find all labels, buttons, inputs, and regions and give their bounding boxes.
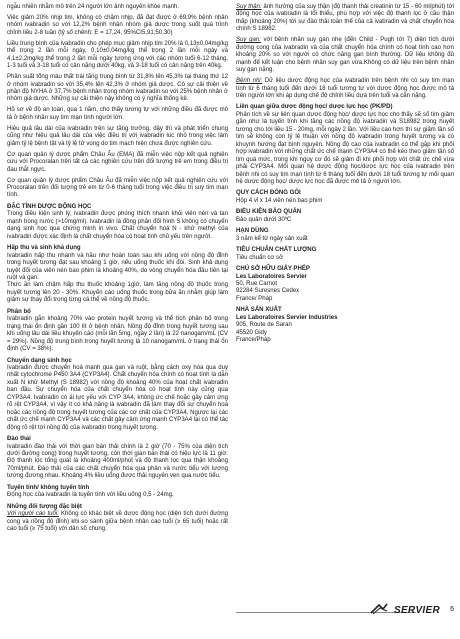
label-hepatic: Suy gan: — [236, 37, 261, 44]
text-hepatic: với bệnh nhân suy gan nhẹ (đến Child - Pugh tới 7) diện tích dưới đường cong của ivabradin và của chất chuyển hóa chính có hoạt tính cao hơn khoảng 20% so với người có chức năng gan bình thường. Dữ liệu không đủ mạnh để kết luận cho bệnh nhân suy gan vừa.Không có dữ liệu trên bệnh nhân suy gan nặng. — [236, 37, 454, 74]
license-holder-country: France/ Pháp — [236, 295, 273, 302]
manufacturer-name: Les Laboratoires Servier Industries — [236, 314, 338, 321]
section-heading-packaging: QUY CÁCH ĐÓNG GÓI — [236, 190, 301, 197]
text-pediatric: Dữ liệu dược động học của ivabradin trên bệnh nhi có suy tim mạn tính từ 6 tháng tuổi đến dưới 18 tuổi tương tự với dược động học được mô tả trên người lớn khi áp dụng chế độ chỉnh liều dựa trên tuổi và cân nặng. — [236, 78, 454, 99]
quality-standard-text: Tiêu chuẩn cơ sở — [236, 254, 284, 261]
manufacturer-address-line: 45520 Gidy — [236, 329, 267, 336]
section-heading-manufacturer: NHÀ SẢN XUẤT — [236, 307, 282, 314]
manufacturer-address-line: 905, Route de Saran — [236, 322, 292, 329]
packaging-text: Hộp 4 vỉ x 14 viên nén bao phim — [236, 197, 323, 204]
section-heading-quality-standard: TIÊU CHUẨN CHẤT LƯỢNG — [236, 247, 317, 254]
label-pediatric: Bệnh nhi: — [236, 78, 263, 85]
paragraph: Việc giảm 20% nhịp tim, không có chậm nhịp, đã đạt được ở 69,9% bệnh nhân nhóm ivabradin so với 12,2% bệnh nhân nhóm giả dược trong suốt quá trình chỉnh liều 2-8 tuần (tỷ số chênh: E = 17,24, 95%CI5,91;50,30) — [7, 14, 228, 36]
label-elderly: Với người cao tuổi: — [7, 511, 59, 518]
paragraph: Động học của ivabradin là tuyến tính với liều uống 0,5 - 24mg. — [7, 492, 174, 499]
left-column — [7, 4, 228, 537]
paragraph: Ivabradin đào thải với thời gian bán thải chính là 2 giờ (70 - 75% của diện tích dưới đường cong) trong huyết tương, còn thời gian bán thải có hiệu lực là 11 giờ. Độ thanh lọc tổng quát là khoảng 400ml/phút và độ thanh lọc qua thận khoảng 70ml/phút. Đào thải của các chất chuyển hóa qua phân và nước tiểu với lượng tương đương nhau. Khoảng 4% liều uống được thải nguyên vẹn qua nước tiểu. — [7, 443, 228, 480]
section-heading-license-holder: CHỦ SỞ HỮU GIẤY PHÉP — [236, 266, 310, 273]
subheading-special-populations: Những đối tượng đặc biệt — [7, 503, 82, 510]
page-number: 6 — [450, 606, 454, 613]
license-holder-address-line: 50, Rue Carnot — [236, 280, 278, 287]
paragraph: Hồ sơ về độ an toàn, qua 1 năm, cho thấy tương tự với những điều đã được mô tả ở bệnh nhân suy tim mạn tính người lớn. — [7, 107, 228, 121]
right-column — [236, 4, 454, 345]
label-renal: Suy thận: — [236, 4, 262, 10]
servier-logo-mark-icon — [370, 602, 388, 616]
paragraph: Trong điều kiện sinh lý, ivabradin được phóng thích nhanh khỏi viên nén và tan mạnh trong nước (>10mg/ml). Ivabradin là đồng phân đối hình S không có chuyển dạng sinh học qua chứng minh in vivo. Chất chuyển hoá N - khử methyl của ivabradin được xác định là chất chuyển hóa có hoạt tính chủ yếu trên người. — [7, 211, 228, 240]
servier-logo-wordmark: SERVIER — [393, 605, 440, 616]
paragraph-pediatric — [236, 78, 454, 100]
page-footer — [236, 600, 454, 628]
section-heading-pkpd: Liên quan giữa dược động học/ dược lực học (PK/PD) — [236, 104, 393, 111]
subheading-distribution: Phân bố — [7, 308, 31, 315]
paragraph: Thức ăn làm chậm hấp thu thuốc khoảng 1giờ, làm tăng nồng độ thuốc trong huyết tương lên 20 - 30%. Khuyến cáo uống thuốc trong bữa ăn nhằm giúp làm giảm sự thay đổi trong từng cá thể về nồng độ thuốc. — [7, 282, 228, 304]
section-heading-pharmacokinetics: ĐẶC TÍNH DƯỢC ĐỘNG HỌC — [7, 203, 92, 210]
paragraph: Ivabradin hấp thu nhanh và hầu như hoàn toàn sau khi uống với nồng độ đỉnh trong huyết tương đạt sau khoảng 1 giờ, nếu uống thuốc khi đói. Sinh khả dụng tuyệt đối của viên nén bao phim là khoảng 40%, do vòng chuyển hóa đầu tiên tại ruột và gan. — [7, 252, 228, 281]
paragraph-hepatic — [236, 37, 454, 74]
paragraph: ngẫu nhiên nhằm mô trên 24 người lớn ảnh nguyên khóe mạnh. — [7, 4, 179, 10]
paragraph: Liều trung bình của ivabradin cho phép mục giảm nhịp tim 20% là 0,13±0,04mg/kg thể trọng 2 lần mỗi ngày, 0,10±0,04mg/kg thể trọng 2 lần mỗi ngày và 4,1±2,2mg/kg thể trọng 2 lần mỗi ngày tương ứng với các nhóm tuổi 6-12 tháng, 1-3 tuổi và 3-18 tuổi có cân nặng dưới 40kg, và 3-18 tuổi có cân nặng trên 40kg. — [7, 40, 228, 70]
section-heading-expiry: HẠN DÙNG — [236, 228, 269, 235]
paragraph: Cơ quan quản lý dược phẩm Châu Âu đã miễn việc nộp kết quả nghiên cứu với Procoralan trên đối tượng trẻ em từ 0-6 tháng tuổi trong việc điều trị suy tim mạn tính. — [7, 177, 228, 199]
manufacturer-country: France/Pháp — [236, 337, 271, 344]
subheading-metabolism: Chuyển dạng sinh học — [7, 357, 72, 364]
license-holder-name: Les Laboratoires Servier — [236, 273, 307, 280]
expiry-text: 3 năm kể từ ngày sản xuất — [236, 235, 308, 242]
paragraph-elderly — [7, 511, 228, 533]
storage-text: Bảo quản dưới 30ºC — [236, 216, 292, 223]
paragraph: Phân suất tống máu thất trái tăng trung bình từ 31,8% lên 45,3% tại tháng thứ 12 ở nhóm ivabradin so với 35,4% lên 42,3% ở nhóm giả dược. Có sự cải thiện về phân độ NYHA ở 37,7% bệnh nhân trong nhóm ivabradin so với 25% bệnh nhân ở nhóm giả dược. Những sự cải thiện này không có ý nghĩa thống kê. — [7, 74, 228, 103]
paragraph: Cơ quan quản lý dược phẩm Châu Âu (EMA) đã miễn việc nộp kết quả nghiên cứu với Procoralan trên tất cả các nghiên cứu trên đối tượng trẻ em trong điều trị đau thắt ngực. — [7, 151, 228, 173]
footer-divider — [236, 612, 416, 613]
paragraph: Ivabradin được chuyển hoá mạnh qua gan và ruột, bằng cách oxy hóa qua duy nhất cytochrome P450 3A4 (CYP3A4). Chất chuyển hóa chính có hoạt tính là dẫn xuất N khử Methyl (S 18982) với nồng độ khoảng 40% của hoạt chất ivabradin ban đầu. Sự chuyển hóa của chất chuyển hóa có hoạt tính này cũng qua CYP3A4. Ivabradin có ái lực yếu với CYP 3A4, không ức chế hoặc gây cảm ứng rõ rệt CYP3A4, vì vậy ít có khả năng là ivabradin đã làm thay đổi sự chuyển hoá hoặc các nồng độ trong huyết tương của các cơ chất của CYP3A4. Ngược lại các chất ức chế mạnh CYP3A4 và các chất gây cảm ứng mạnh CYP3A4 lại có thể tác động rõ rệt tới nồng độ của ivabradin trong huyết tương. — [7, 364, 228, 431]
subheading-absorption: Hấp thu và sinh khả dụng — [7, 245, 81, 252]
paragraph: Hiệu quả lâu dài của ivabradin trên sự tăng trưởng, dậy thì và phát triển chung cũng như hiệu quả lâu dài của việc điều trị với ivabradin lúc nhỏ trong việc làm giảm tỷ lệ bệnh tật và tỷ lệ tử vong do tim mạch hiện chưa được nghiên cứu. — [7, 125, 228, 147]
license-holder-address-line: 92284 Suresnes Cedex — [236, 288, 300, 295]
subheading-elimination: Đào thải — [7, 436, 31, 443]
subheading-linearity: Tuyến tính/ không tuyến tính — [7, 484, 90, 491]
text-renal: ảnh hưởng của suy thận (độ thanh thải creatinin từ 15 - 60 ml/phút) tới động học của ivabradin là tối thiểu, phù hợp với việc độ thanh lọc ở cầu thận thấp (khoảng 20%) tới sự đào thải toàn thể của cả ivabradin và chất chuyển hóa chính S 18982. — [236, 4, 454, 33]
paragraph-renal — [236, 4, 454, 34]
section-heading-storage: ĐIỀU KIỆN BẢO QUẢN — [236, 209, 302, 216]
text-elderly: Không có khác biệt về dược động học (diện tích dưới đường cong và nồng độ đỉnh) khi so sánh giữa bệnh nhân cao tuổi (≥ 65 tuổi) hoặc rất cao tuổi (≥ 75 tuổi) với dân số chung. — [7, 511, 228, 533]
paragraph: Ivabradin gắn khoảng 70% vào protein huyết tương và thể tích phân bố trong trạng thái ổn định gần 100 lít ở bệnh nhân. Nồng độ đỉnh trong huyết tương sau khi uống lâu dài liều khuyến cáo (mỗi lần 5mg, ngày 2 lần) là 22 nanogam/mL (CV = 29%). Nồng độ trung bình trong huyết tương là 10 nanogam/mL ở trạng thái ổn định (CV = 38%). — [7, 316, 228, 353]
paragraph: Phân tích về sự liên quan dược động học/ dược lực học cho thấy sẽ số tim giảm gần như là tuyến tính khi tăng các nồng độ ivabradin và S18982 trong huyết tương cho tới liều 15 - 20mg, mỗi ngày 2 lần. Với liều cao hơn thì sự giảm tần số tim sẽ không còn tỷ lệ thuận với nồng độ ivabradin trong huyết tương và có khuynh hướng đạt bình nguyên. Nồng độ cao của ivabradin có thể gặp khi phối hợp ivabradin với những chất ức chế mạnh CYP3A4 có thể kéo theo giảm tần số tim quá mức, trong khi nguy cơ đó sẽ giảm đi khi phối hợp với chất ức chế vừa phải CYP3A4. Mối quan hệ dược động học/dược lực học của ivabradin trên bệnh nhi có suy tim mạn tính từ 6 tháng tuổi đến dưới 18 tuổi tương tự mối quan hệ dược động học/ dược lực học đã được mô tả ở người lớn. — [236, 111, 454, 185]
